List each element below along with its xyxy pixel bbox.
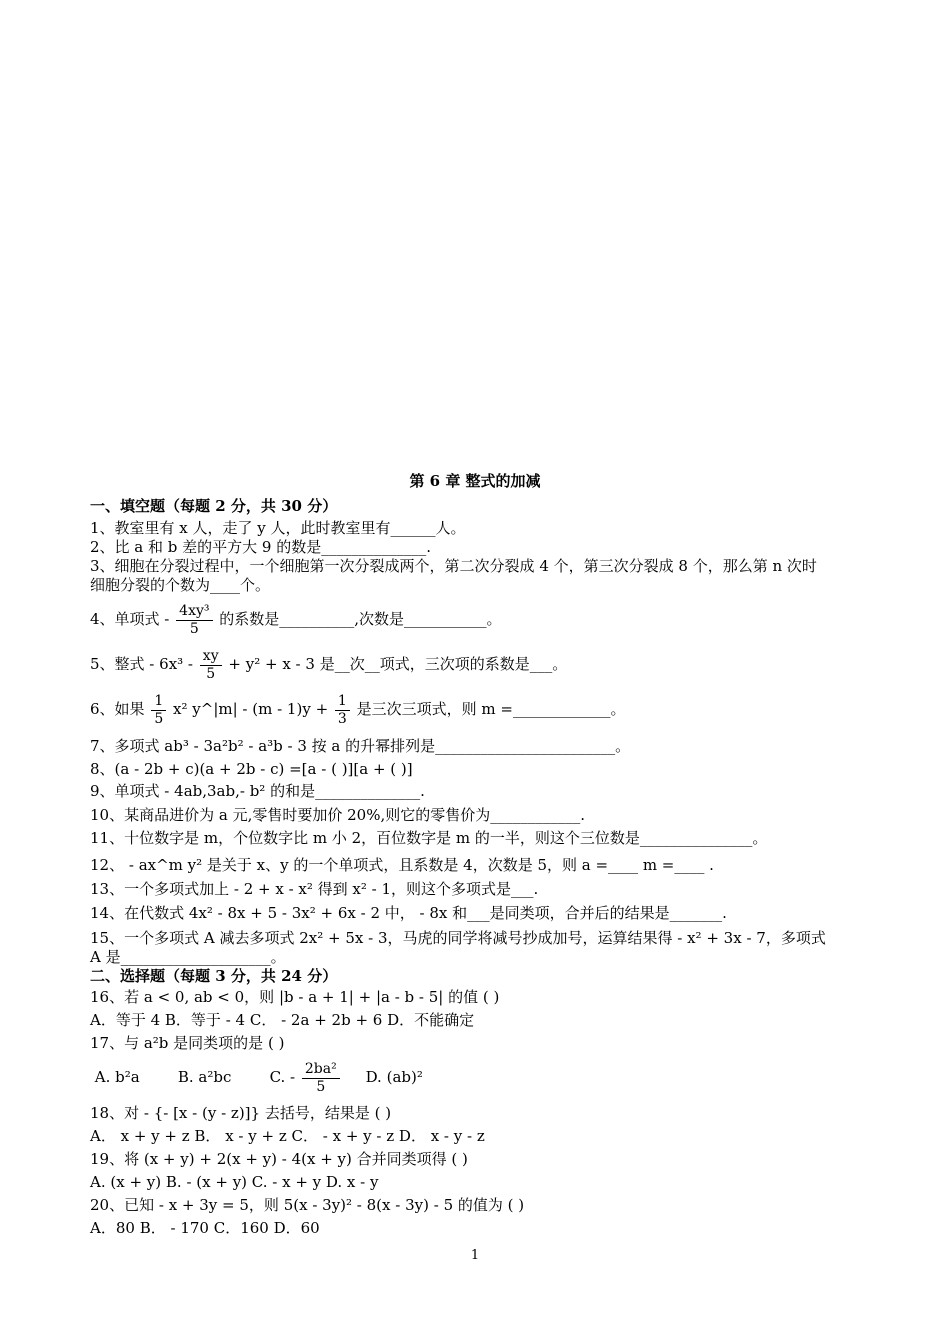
question-2: 2、比 a 和 b 差的平方大 9 的数是______________. [90, 538, 432, 556]
question-3-line-1: 3、细胞在分裂过程中，一个细胞第一次分裂成两个，第二次分裂成 4 个，第三次分裂成 8 个，那么第 n 次时 [90, 557, 817, 575]
question-20: 20、已知 - x + 3y = 5，则 5(x - 3y)² - 8(x - 3y) - 5 的值为 ( ) [90, 1196, 525, 1214]
question-20-options: A．80 B． - 170 C．160 D．60 [90, 1219, 320, 1237]
question-7: 7、多项式 ab³ - 3a²b² - a³b - 3 按 a 的升幂排列是________________________。 [90, 737, 631, 755]
section-fill-in: 一、填空题（每题 2 分，共 30 分） [90, 497, 338, 515]
question-4: 4、单项式 - $\frac{\text{4xy³}}{5}$ 的系数是__________,次数是___________。 [90, 602, 502, 637]
chapter-title: 第 6 章 整式的加减 [409, 472, 541, 490]
question-8: 8、(a - 2b + c)(a + 2b - c) =[a - ( )][a + ( )] [90, 760, 413, 778]
question-15-line-2: A 是____________________。 [90, 948, 286, 966]
question-16: 16、若 a < 0, ab < 0，则 |b - a + 1| + |a - b - 5| 的值 ( ) [90, 988, 500, 1006]
question-17: 17、与 a²b 是同类项的是 ( ) [90, 1034, 285, 1052]
question-12: 12、 - ax^m y² 是关于 x、y 的一个单项式，且系数是 4，次数是 5，则 a =____ m =____ . [90, 856, 714, 874]
question-18: 18、对 - {- [x - (y - z)]} 去括号，结果是 ( ) [90, 1104, 392, 1122]
fraction: $\frac{\text{4xy³}}{5}$ [176, 603, 212, 638]
question-3-line-2: 细胞分裂的个数为____个。 [90, 576, 271, 594]
section-multiple-choice: 二、选择题（每题 3 分，共 24 分） [90, 967, 338, 985]
question-19: 19、将 (x + y) + 2(x + y) - 4(x + y) 合并同类项得 ( ) [90, 1150, 468, 1168]
question-10: 10、某商品进价为 a 元,零售时要加价 20%,则它的零售价为____________. [90, 806, 585, 824]
question-5: 5、整式 - 6x³ - $\frac{xy}{5}$ + y² + x - 3 是__次__项式，三次项的系数是___。 [90, 647, 568, 682]
question-6: 6、如果 $\frac{1}{5}$ x² y^|m| - (m - 1)y + $\frac{1}{3}$ 是三次三项式，则 m =_____________。 [90, 692, 626, 727]
page-number: 1 [470, 1248, 480, 1263]
question-14: 14、在代数式 4x² - 8x + 5 - 3x² + 6x - 2 中， - 8x 和___是同类项，合并后的结果是_______. [90, 904, 727, 922]
fraction: $\frac{1}{3}$ [335, 693, 350, 728]
question-1: 1、教室里有 x 人，走了 y 人，此时教室里有______人。 [90, 519, 466, 537]
question-16-options: A．等于 4 B．等于 - 4 C． - 2a + 2b + 6 D．不能确定 [90, 1011, 475, 1029]
question-18-options: A． x + y + z B． x - y + z C． - x + y - z D． x - y - z [90, 1127, 485, 1145]
fraction: $\frac{\text{2ba²}}{5}$ [302, 1061, 340, 1096]
question-13: 13、一个多项式加上 - 2 + x - x² 得到 x² - 1，则这个多项式是___. [90, 880, 539, 898]
question-19-options: A. (x + y) B. - (x + y) C. - x + y D. x - y [90, 1173, 379, 1191]
fraction: $\frac{xy}{5}$ [200, 648, 222, 683]
question-17-options: A. b²a B. a²bc C. - $\frac{\text{2ba²}}{5}$ D. (ab)² [94, 1060, 423, 1095]
question-15-line-1: 15、一个多项式 A 减去多项式 2x² + 5x - 3，马虎的同学将减号抄成加号，运算结果得 - x² + 3x - 7，多项式 [90, 929, 826, 947]
question-9: 9、单项式 - 4ab,3ab,- b² 的和是______________. [90, 782, 425, 800]
question-11: 11、十位数字是 m，个位数字比 m 小 2，百位数字是 m 的一半，则这个三位数是_______________。 [90, 829, 768, 847]
fraction: $\frac{1}{5}$ [151, 693, 166, 728]
